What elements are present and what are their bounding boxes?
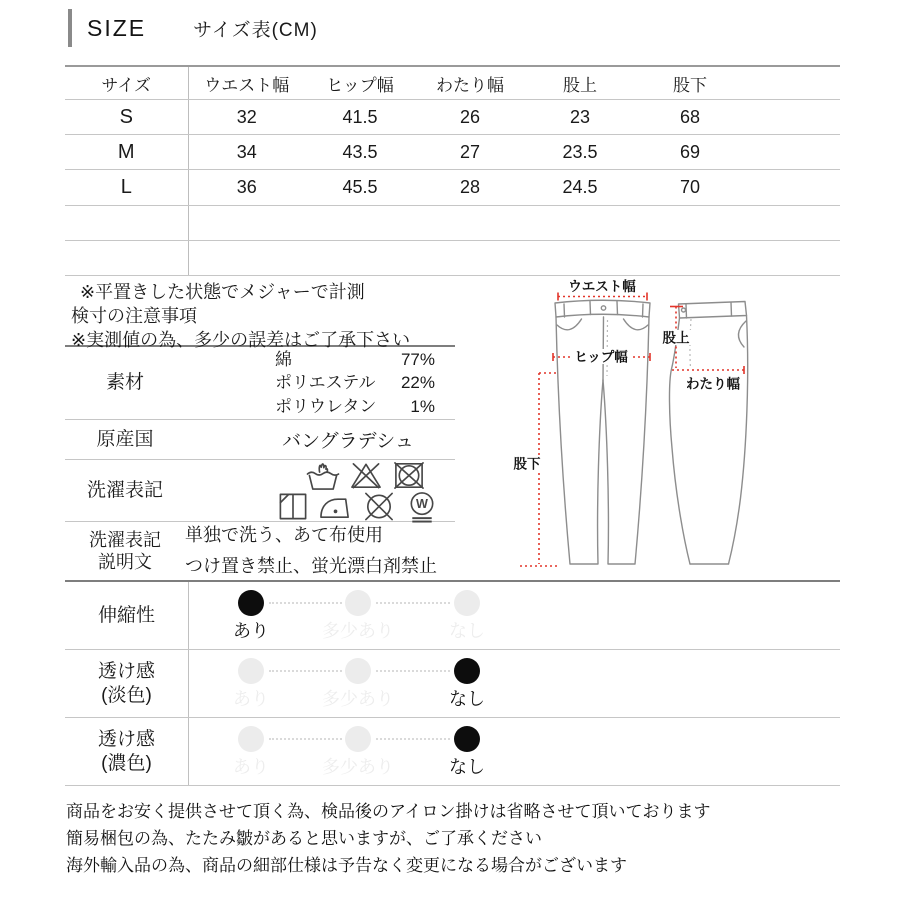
rating-dot	[454, 590, 480, 616]
line-dry-in-shade-icon	[273, 490, 313, 523]
rating-option	[419, 658, 515, 711]
spec-panel	[65, 272, 455, 580]
care-icon-row	[303, 459, 429, 492]
rating-dot	[345, 590, 371, 616]
note-line: ※平置きした状態でメジャーで計測	[80, 282, 365, 302]
table-cell: 69	[635, 135, 745, 170]
material-list	[185, 348, 455, 418]
size-badge: SIZE	[87, 14, 147, 41]
footer-note-line: 簡易梱包の為、たたみ皺があると思いますが、ご了承ください	[66, 828, 542, 848]
care-text-body	[185, 526, 455, 577]
column-header-empty	[745, 66, 840, 100]
table-cell	[745, 170, 840, 206]
rating-option-label: なし	[449, 689, 485, 709]
section-header	[68, 9, 318, 47]
rating-scale	[189, 650, 840, 717]
care-text-row	[65, 522, 455, 580]
table-cell: S	[65, 100, 188, 135]
care-icon-row	[273, 490, 442, 523]
material-row	[65, 347, 455, 420]
rating-option-label: あり	[233, 621, 269, 641]
rating-dot	[345, 726, 371, 752]
diagram-label-inseam: 股下	[513, 456, 541, 472]
care-text-label-line: 洗濯表記	[89, 529, 161, 550]
rating-option-label: あり	[233, 757, 269, 777]
table-cell: 23	[525, 100, 635, 135]
column-header: 股上	[525, 66, 635, 100]
size-table-header-row	[65, 66, 840, 100]
rating-option	[203, 726, 299, 779]
diagram-label-rise: 股上	[662, 330, 690, 346]
size-table	[65, 65, 840, 276]
do-not-tumble-dry-icon	[389, 459, 429, 492]
header-accent-bar	[68, 9, 72, 47]
origin-label: 原産国	[96, 428, 154, 450]
table-cell: 28	[415, 170, 525, 206]
rating-dot	[238, 590, 264, 616]
table-cell: 68	[635, 100, 745, 135]
table-cell: 45.5	[305, 170, 415, 206]
table-cell: 26	[415, 100, 525, 135]
care-text-label-line: 説明文	[98, 552, 152, 572]
rating-label-line: 伸縮性	[97, 604, 155, 626]
rating-section	[65, 580, 840, 786]
diagram-label-waist: ウエスト幅	[568, 279, 636, 294]
table-row	[65, 135, 840, 170]
care-instruction: 単独で洗う、あて布使用	[185, 524, 383, 545]
table-cell	[305, 241, 415, 276]
material-percent: 77%	[400, 349, 435, 369]
note-line: ※実測値の為、多少の誤差はご了承下さい	[71, 329, 411, 350]
rating-option	[419, 590, 515, 643]
measurement-labels	[509, 278, 745, 472]
table-cell: 27	[415, 135, 525, 170]
rating-label-line: 透け感	[97, 729, 155, 751]
diagram-label-hip: ヒップ幅	[574, 349, 628, 365]
rating-label-line: (淡色)	[101, 684, 152, 706]
rating-option	[310, 590, 406, 643]
rating-dot	[238, 726, 264, 752]
care-label: 洗濯表記	[86, 479, 163, 501]
table-cell: 41.5	[305, 100, 415, 135]
material-name: ポリウレタン	[275, 396, 377, 416]
material-name: ポリエステル	[275, 373, 376, 393]
table-row-empty	[65, 206, 840, 241]
material-item	[275, 395, 435, 418]
rating-option-label: 多少あり	[322, 621, 394, 641]
rating-label	[65, 582, 189, 649]
footer-notes	[66, 799, 710, 880]
rating-option	[203, 658, 299, 711]
table-cell	[745, 206, 840, 241]
wet-clean-icon	[402, 490, 442, 523]
care-text-label	[65, 529, 185, 574]
table-cell: 43.5	[305, 135, 415, 170]
table-cell: M	[65, 135, 188, 170]
rating-dot	[454, 658, 480, 684]
page-title: サイズ表(CM)	[193, 19, 318, 41]
table-cell: 70	[635, 170, 745, 206]
rating-dot	[238, 658, 264, 684]
material-item	[275, 371, 435, 394]
sheerness-light-rating-row	[65, 650, 840, 718]
rating-option-label: あり	[233, 689, 269, 709]
column-header: 股下	[635, 66, 745, 100]
table-cell	[188, 206, 305, 241]
rating-scale	[189, 582, 840, 649]
sheerness-dark-rating-row	[65, 718, 840, 786]
material-label: 素材	[105, 372, 144, 394]
measurement-notes	[65, 272, 455, 350]
footer-note-line: 商品をお安く提供させて頂く為、検品後のアイロン掛けは省略させて頂いております	[66, 802, 711, 821]
table-cell	[415, 206, 525, 241]
table-cell: 23.5	[525, 135, 635, 170]
hand-wash-icon	[303, 459, 343, 492]
table-cell	[745, 100, 840, 135]
care-symbols-row	[65, 460, 455, 522]
material-percent: 22%	[400, 373, 435, 393]
table-cell	[525, 206, 635, 241]
table-cell	[65, 241, 188, 276]
diagram-label-thigh: わたり幅	[686, 376, 740, 392]
table-row	[65, 170, 840, 206]
table-cell: 34	[188, 135, 305, 170]
table-cell	[635, 206, 745, 241]
rating-label	[65, 650, 189, 717]
measurement-lines	[520, 293, 744, 567]
footer-note-line: 海外輸入品の為、商品の細部仕様は予告なく変更になる場合がございます	[66, 855, 627, 875]
pants-front-view	[555, 300, 650, 564]
rating-option-label: なし	[449, 757, 485, 777]
table-cell: 24.5	[525, 170, 635, 206]
stretch-rating-row	[65, 582, 840, 650]
notes-label: 検寸の注意事項	[71, 305, 197, 326]
rating-label-line: (濃色)	[101, 752, 152, 774]
rating-label-line: 透け感	[97, 661, 155, 683]
table-cell: 36	[188, 170, 305, 206]
column-header: わたり幅	[415, 66, 525, 100]
care-instruction: つけ置き禁止、蛍光漂白剤禁止	[185, 555, 437, 576]
pants-measurement-diagram	[500, 268, 850, 580]
origin-row	[65, 420, 455, 460]
rating-option	[419, 726, 515, 779]
material-item	[275, 348, 435, 371]
rating-option	[310, 726, 406, 779]
table-cell	[65, 206, 188, 241]
do-not-dry-clean-icon	[359, 490, 399, 523]
do-not-bleach-icon	[346, 459, 386, 492]
rating-scale	[189, 718, 840, 785]
rating-option	[203, 590, 299, 643]
table-cell	[188, 241, 305, 276]
rating-label	[65, 718, 189, 785]
rating-option	[310, 658, 406, 711]
table-row	[65, 100, 840, 135]
material-name: 綿	[275, 349, 292, 369]
table-cell	[745, 135, 840, 170]
care-icon-grid	[185, 459, 455, 523]
rating-dot	[345, 658, 371, 684]
iron-low-heat-icon	[316, 490, 356, 523]
column-header: サイズ	[65, 66, 188, 100]
rating-option-label: 多少あり	[322, 689, 394, 709]
column-header: ヒップ幅	[305, 66, 415, 100]
rating-option-label: 多少あり	[322, 757, 394, 777]
material-percent: 1%	[410, 396, 435, 416]
table-cell: L	[65, 170, 188, 206]
column-header: ウエスト幅	[188, 66, 305, 100]
table-cell	[305, 206, 415, 241]
rating-dot	[454, 726, 480, 752]
table-cell: 32	[188, 100, 305, 135]
origin-value: バングラデシュ	[282, 431, 414, 452]
rating-option-label: なし	[449, 621, 485, 641]
svg-text:W: W	[416, 496, 428, 511]
